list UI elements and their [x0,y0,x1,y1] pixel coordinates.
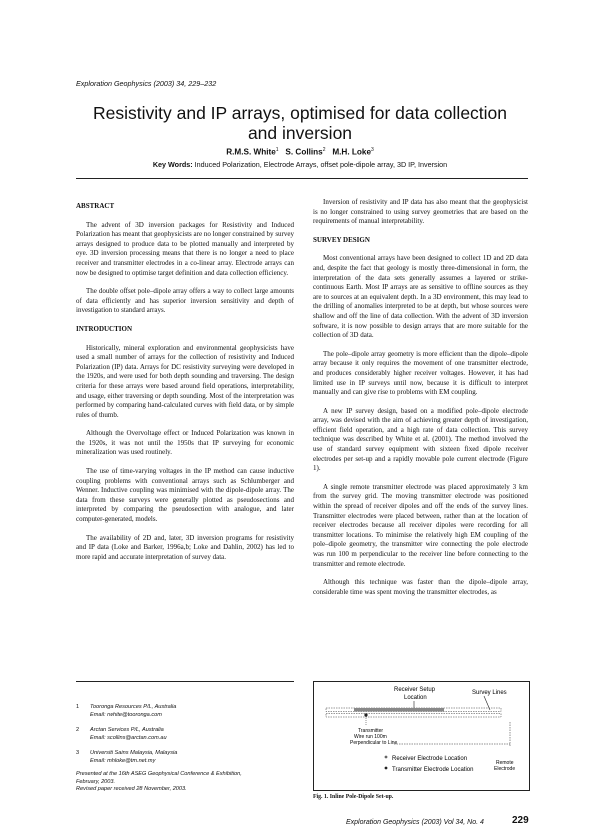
left-column [76,198,294,571]
footnote-email: Email: scollins@arctan.com.au [90,735,167,741]
transmitter-legend-marker [385,767,388,770]
intro-paragraph: Historically, mineral exploration and environmental geophysicists have used a small number of arrays for the collection of resistivity and Induced Polarization (IP) data. Arrays for DC resistivity surveying were developed in the 1920s, and were used for both depth sounding and traversing. The design criteria for these arrays were based around field operations, interpretability, and usage, either traversing or depth sounding. Most of the interpretation was performed by comparing hand-calculated curves with field data, or by simple rules of thumb. [76,343,294,419]
transmitter-legend-label: Transmitter Electrode Location [392,767,474,773]
survey-line-bottom [326,714,501,718]
survey-design-heading: SURVEY DESIGN [313,235,370,244]
receiver-legend-marker [385,756,388,759]
author-2: S. Collins [285,147,323,157]
presented-line: Presented at the 16th ASEG Geophysical Conference & Exhibition, [76,771,242,777]
body-paragraph: Although this technique was faster than the dipole–dipole array, considerable time was spent moving the transmitter electrodes, as [313,578,528,596]
footer-journal: Exploration Geophysics (2003) Vol 34, No. 4 [346,819,484,826]
abstract-paragraph: The advent of 3D inversion packages for Resistivity and Induced Polarization has meant that geophysicists are no longer constrained by survey arrays designed to produce data to be plotted manually and interpreted by eye. 3D inversion processing means that there is no longer a need to place receiver and transmitter electrodes in a co-linear array. Electrode arrays can now be designed to optimise target definition and data collection efficiency. [76,220,294,277]
paper-title-line1: Resistivity and IP arrays, optimised for data collection [92,103,508,123]
remote-label: Remote [496,760,514,766]
intro-paragraph: The use of time-varying voltages in the IP method can cause inductive coupling problems with conventional arrays such as Schlumberger and Wenner. Inductive coupling was minimised with the dipole-dipole array. The data from these surveys were generally plotted as pseudosections and interpreted by comparing the pseudosection with analogue, and later computer-generated, models. [76,467,294,524]
paper-title-line2: and inversion [247,123,353,143]
abstract-heading: ABSTRACT [76,202,115,210]
intro-paragraph: Although the Overvoltage effect or Induced Polarization was known in the 1920s, it was not until the 1950s that IP surveying for economic mineralization was used routinely. [76,429,294,457]
figure-1-diagram [314,682,529,790]
footnote-number: 3 [76,750,80,756]
electrode-label: Electrode [494,766,516,772]
keywords [60,160,540,169]
figure-1-caption: Fig. 1. Inline Pole-Dipole Set-up. [313,794,394,800]
footnotes [76,704,296,764]
presented-line: February, 2003. [76,778,116,785]
receiver-setup-label: Receiver Setup [394,687,436,693]
header-rule [76,178,528,179]
footnote-email: Email: mhloke@tm.net.my [90,758,156,764]
body-paragraph: Most conventional arrays have been designed to collect 1D and 2D data and, despite the fact that geology is mostly three-dimensional in form, the interpretation of the data sets generally assumes a layered or strike-continuous Earth. Most IP arrays are as sensitive to offline sources as they are to sources at an equivalent depth. In a 3D environment, this may lead to the drilling of anomalies interpreted to be at depth, but whose sources were shallow and off the line of data collection. With the advent of 3D inversion software, it is now possible to design arrays that are more suitable for the collection of 3D data. [313,254,528,340]
receiver-legend-label: Receiver Electrode Location [392,756,468,762]
right-column [313,198,528,606]
received-line: Revised paper received 28 November, 2003. [76,786,187,793]
receiver-spread [354,708,444,712]
intro-paragraph: The availability of 2D and, later, 3D inversion programs for resistivity and IP data (Loke and Barker, 1996a,b; Loke and Dahlin, 2002) has led to more rapid and accurate interpretation of survey data. [76,533,294,561]
author-list [60,147,540,157]
figure-1-box [313,681,530,791]
transmitter-wire-label: Wire run 100m [354,734,387,740]
footnote-affiliation: Tooronga Resources P/L, Australia [90,704,177,710]
transmitter-label: Transmitter [358,728,384,734]
receiver-location-label: Location [404,695,427,701]
paper-title [60,103,540,143]
footnote-rule [76,681,294,682]
body-paragraph: The pole–dipole array geometry is more efficient than the dipole–dipole array because it only requires the movement of one transmitter electrode, and produces considerably higher receiver voltages. However, it has had limited use in IP surveys until now, because it is difficult to interpret manually and can give rise to problems with EM coupling. [313,349,528,397]
author-1-affil: 1 [275,147,279,153]
introduction-heading: INTRODUCTION [76,324,133,333]
author-3-affil: 3 [371,147,374,153]
author-3: M.H. Loke [332,147,371,157]
footnote-affiliation: Universiti Sains Malaysia, Malaysia [90,750,178,756]
author-2-affil: 2 [322,147,326,153]
keywords-label: Key Words: [152,160,193,169]
journal-citation: Exploration Geophysics (2003) 34, 229–232 [76,79,217,88]
footnote-email: Email: rwhite@tooronga.com [90,712,162,718]
survey-lines-label: Survey Lines [472,690,507,696]
footnote-number: 1 [76,704,80,710]
page-number: 229 [512,815,529,826]
author-1: R.M.S. White [226,147,276,157]
keywords-text: Induced Polarization, Electrode Arrays, offset pole-dipole array, 3D IP, Inversion [194,160,448,169]
body-paragraph: A single remote transmitter electrode was placed approximately 3 km from the survey grid. The moving transmitter electrode was positioned within the spread of receiver dipoles and off the ends of the survey lines. Transmitter electrodes were placed between, rather than at the location of receiver electrodes because all receiver dipoles were recording for all transmitter locations. To minimise the relatively high EM coupling of the pole–dipole geometry, the transmitter wire connecting the pole electrode was run 100 m perpendicular to the receiver line before connecting to the transmitter and remote electrode. [313,482,528,568]
body-paragraph: A new IP survey design, based on a modified pole–dipole electrode array, was devised with the aim of achieving greater depth of investigation, efficient field operation, and a high rate of data collection. This survey technique was described by White et al. (2001). The method involved the use of standard survey equipment with sixteen fixed dipole receiver electrodes per set-up and a rapidly movable pole current electrode (Figure 1). [313,406,528,473]
footnote [76,727,296,743]
footnote [76,704,296,720]
footnote-affiliation: Arctan Services P/L, Australia [90,727,164,733]
body-paragraph: Inversion of resistivity and IP data has also meant that the geophysicist is no longer constrained to using survey geometries that are based on the requirements of manual interpretability. [313,198,528,226]
abstract-paragraph: The double offset pole–dipole array offers a way to collect large amounts of data efficiently and has superior inversion sensitivity and depth of investigation to standard arrays. [76,287,294,315]
transmitter-perp-label: Perpendicular to Line [350,740,398,746]
footnote [76,750,296,766]
presentation-note [76,771,296,794]
footnote-number: 2 [76,727,80,733]
